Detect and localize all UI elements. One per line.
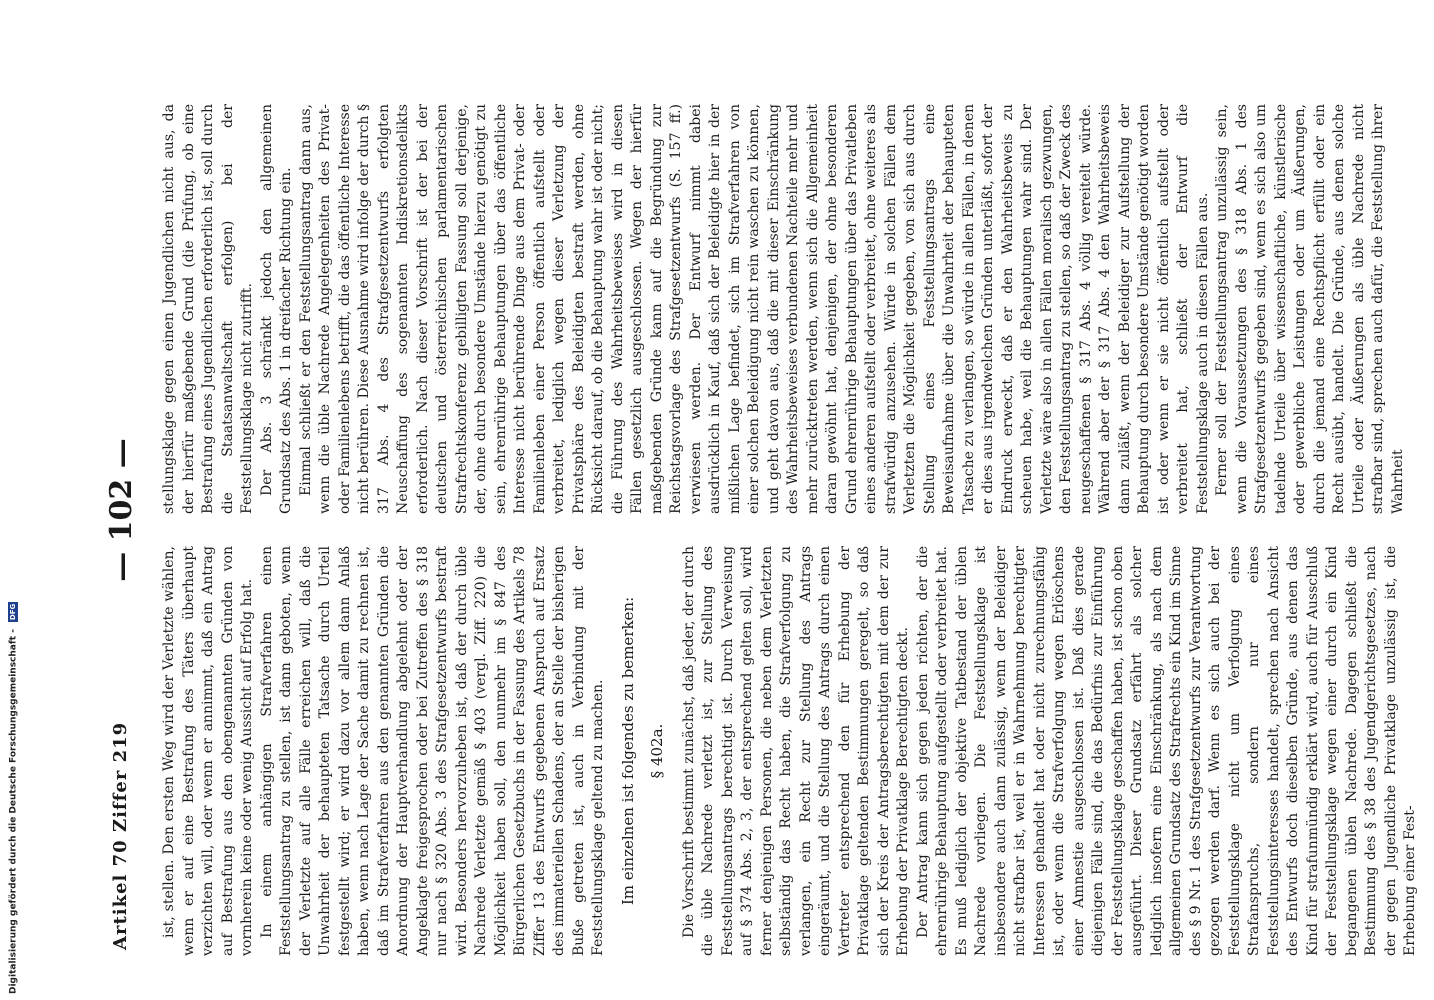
paragraph: Der Abs. 3 schränkt jedoch den allgemeinen Grundsatz des Abs. 1 in dreifacher Richtung ein. bbox=[258, 104, 294, 514]
page-number: — 102 — bbox=[104, 438, 139, 582]
left-text-column bbox=[160, 546, 1421, 956]
section-title: § 402a. bbox=[648, 723, 666, 779]
subheading: Im einzelnen ist folgendes zu bemerken: bbox=[618, 596, 637, 906]
paragraph: Einmal schließt er den Feststellungsantrag dann aus, wenn die üble Nachrede Angelegenheiten des Privat- oder Familienlebens betrifft, die das öffentliche Interesse nicht berühren. Diese Ausnahme wird infolge der durch § 317 Abs. 4 des Strafgesetzentwurfs erfolgten Neuschaffung des sogenannten Indiskretionsdelikts erforderlich. Nach dieser Vorschrift ist der bei der deutschen und österreichischen parlamentarischen Strafrechtskonferenz gebilligten Fassung soll derjenige, der, ohne durch besondere Umstände hierzu genötigt zu sein, ehrenrührige Behauptungen über das öffentliche Interesse nicht berührende Dinge aus dem Privat- oder Familienleben einer Person öffentlich aufstellt oder verbreitet, lediglich wegen dieser Verletzung der Privatsphäre des Beleidigten bestraft werden, ohne Rücksicht darauf, ob die Behauptung wahr ist oder nicht; die Führung des Wahrheitsbeweises wird in diesen Fällen gesetzlich ausgeschlossen. Wegen der hierfür maßgebenden Gründe kann auf die Begründung zur Reichstagsvorlage des Strafgesetzentwurfs (S. 157 ff.) verwiesen werden. Der Entwurf nimmt dabei ausdrücklich in Kauf, daß sich der Beleidigte hier in der mißlichen Lage befindet, sich im Strafverfahren von einer solchen Beleidigung nicht rein waschen zu können, und geht davon aus, daß die mit dieser Einschränkung des Wahrheitsbeweises verbundenen Nachteile mehr und mehr zurücktreten werden, wenn sich die Allgemeinheit daran gewöhnt hat, denjenigen, der ohne besonderen Grund ehrenrührige Behauptungen über das Privatleben eines anderen aufstellt oder verbreitet, ohne weiteres als strafwürdig anzusehen. Würde in solchen Fällen dem Verletzten die Möglichkeit gegeben, von sich aus durch Stellung eines Feststellungsantrags eine Beweisaufnahme über die Unwahrheit der behaupteten Tatsache zu verlangen, so würde in allen Fällen, in denen er dies aus irgendwelchen Gründen unterläßt, sofort der Eindruck erweckt, daß er den Wahrheitsbeweis zu scheuen habe, weil die Behauptungen wahr sind. Der Verletzte wäre also in allen Fällen moralisch gezwungen, den Feststellungsantrag zu stellen, so daß der Zweck des neugeschaffenen § 317 Abs. 4 völlig vereitelt würde. Während aber der § 317 Abs. 4 den Wahrheitsbeweis dann zuläßt, wenn der Beleidiger zur Aufstellung der Behauptung durch besondere Umstände genötigt worden ist oder wenn er sie nicht öffentlich aufstellt oder verbreitet hat, schließt der Entwurf die Feststellungsklage auch in diesen Fällen aus. bbox=[297, 104, 1211, 514]
dfg-logo: DFG bbox=[9, 603, 17, 621]
paragraph: ist, stellen. Den ersten Weg wird der Verletzte wählen, wenn er auf eine Bestrafung des Täters überhaupt verzichten will, oder wenn er annimmt, daß ein Antrag auf Bestrafung aus den obengenannten Gründen von vornherein keine oder wenig Aussicht auf Erfolg hat. bbox=[161, 546, 255, 956]
rotated-page-content bbox=[90, 50, 1418, 970]
paragraph: Ferner soll der Feststellungsantrag unzulässig sein, wenn die Voraussetzungen des § 318 Abs. 1 des Strafgesetzentwurfs gegeben sind, wenn es sich also um tadelnde Urteile über wissenschaftliche, künstlerische oder gewerbliche Leistungen oder um Äußerungen, durch die jemand eine Rechtspflicht erfüllt oder ein Recht ausübt, handelt. Die Gründe, aus denen solche Urteile oder Äußerungen als üble Nachrede nicht strafbar sind, sprechen auch dafür, die Feststellung ihrer Wahrheit bbox=[1214, 104, 1406, 514]
digitization-footer bbox=[8, 14, 19, 994]
right-text-column bbox=[160, 104, 1408, 514]
paragraph: stellungsklage gegen einen Jugendlichen nicht aus, da der hierfür maßgebende Grund (die Prüfung, ob eine Bestrafung eines Jugendlichen erforderlich ist, soll durch die Staatsanwaltschaft erfolgen) bei der Feststellungsklage nicht zutrifft. bbox=[161, 104, 255, 514]
running-head: Artikel 70 Ziffer 219 bbox=[110, 721, 131, 950]
paragraph: In einem anhängigen Strafverfahren einen Feststellungsantrag zu stellen, ist dann geboten, wenn der Verletzte auf alle Fälle erreichen will, daß die Unwahrheit der behaupteten Tatsache durch Urteil festgestellt wird; er wird dazu vor allem dann Anlaß haben, wenn nach Lage der Sache damit zu rechnen ist, daß im Strafverfahren aus den genannten Gründen die Anordnung der Hauptverhandlung abgelehnt oder der Angeklagte freigesprochen oder bei Zutreffen des § 318 nur nach § 320 Abs. 3 des Strafgesetzentwurfs bestraft wird. Besonders hervorzuheben ist, daß der durch üble Nachrede Verletzte gemäß § 403 (vergl. Ziff. 220) die Möglichkeit haben soll, den nunmehr im § 847 des Bürgerlichen Gesetzbuchs in der Fassung des Artikels 78 Ziffer 13 des Entwurfs gegebenen Anspruch auf Ersatz des immateriellen Schadens, der an Stelle der bisherigen Buße getreten ist, auch in Verbindung mit der Feststellungsklage geltend zu machen. bbox=[258, 546, 606, 956]
page-header bbox=[104, 50, 144, 970]
paragraph: Die Vorschrift bestimmt zunächst, daß jeder, der durch die üble Nachrede verletzt ist, zur Stellung des Feststellungsantrags berechtigt ist. Durch Verweisung auf § 374 Abs. 2, 3, der entsprechend gelten soll, wird ferner denjenigen Personen, die neben dem Verletzten selbständig das Recht haben, die Strafverfolgung zu verlangen, ein Recht zur Stellung des Antrags eingeräumt, und die Stellung des Antrags durch einen Vertreter entsprechend den für Erhebung der Privatklage geltenden Bestimmungen geregelt, so daß sich der Kreis der Antragsberechtigten mit dem der zur Erhebung der Privatklage Berechtigten deckt. bbox=[680, 546, 911, 956]
paragraph: Der Antrag kann sich gegen jeden richten, der die ehrenrührige Behauptung aufgestellt oder verbreitet hat. Es muß lediglich der objektive Tatbestand der üblen Nachrede vorliegen. Die Feststellungsklage ist insbesondere auch dann zulässig, wenn der Beleidiger nicht strafbar ist, weil er in Wahrnehmung berechtigter Interessen gehandelt hat oder nicht zurechnungsfähig ist, oder wenn die Strafverfolgung wegen Erlöschens einer Amnestie ausgeschlossen ist. Daß dies gerade diejenigen Fälle sind, die das Bedürfnis zur Einführung der Feststellungsklage geschaffen haben, ist schon oben ausgeführt. Dieser Grundsatz erfährt als solcher lediglich insofern eine Einschränkung, als nach dem allgemeinen Grundsatz des Strafrechts ein Kind im Sinne des § 9 Nr. 1 des Strafgesetzentwurfs zur Verantwortung gezogen werden darf. Wenn es sich auch bei der Feststellungsklage nicht um Verfolgung eines Strafanspruchs, sondern nur eines Feststellungsinteresses handelt, sprechen nach Ansicht des Entwurfs doch dieselben Gründe, aus denen das Kind für strafunmündig erklärt wird, auch für Ausschluß der Feststellungsklage wegen einer durch ein Kind begangenen üblen Nachrede. Dagegen schließt die Bestimmung des § 38 des Jugendgerichtsgesetzes, nach der gegen Jugendliche Privatklage unzulässig ist, die Erhebung einer Fest- bbox=[914, 546, 1418, 956]
footer-text: Digitalisierung gefördert durch die Deutsche Forschungsgemeinschaft - bbox=[8, 629, 19, 994]
